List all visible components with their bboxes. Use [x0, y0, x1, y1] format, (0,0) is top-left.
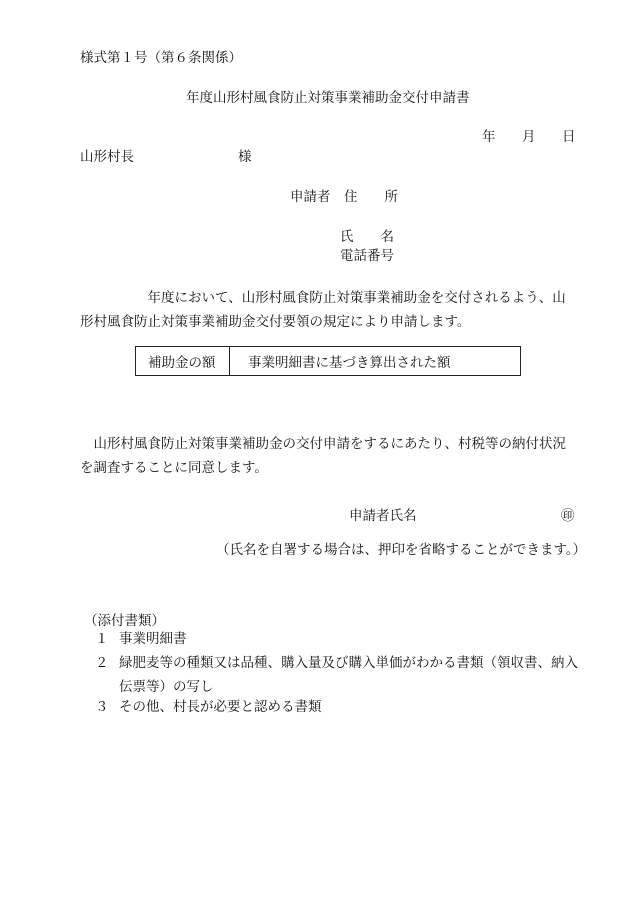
subsidy-amount-table [135, 346, 521, 376]
seal-mark-icon: ㊞ [561, 508, 575, 524]
addressee-name: 山形村長 [80, 149, 134, 165]
applicant-name-label: 氏 名 [340, 229, 394, 245]
subsidy-amount-label: 補助金の額 [136, 347, 230, 375]
subsidy-amount-value: 事業明細書に基づき算出された額 [248, 355, 451, 371]
applicant-address-label: 住 所 [344, 189, 398, 205]
date-day-label: 日 [562, 129, 576, 145]
attachment-number: １ [95, 631, 109, 647]
page-title: 年度山形村風食防止対策事業補助金交付申請書 [186, 90, 470, 106]
addressee-honorific: 様 [238, 149, 252, 165]
consent-text: 山形村風食防止対策事業補助金の交付申請をするにあたり、村税等の納付状況を調査することに同意します。 [80, 436, 566, 476]
attachment-number: ３ [95, 699, 109, 715]
applicant-label: 申請者 [290, 189, 331, 205]
attachments-heading: （添付書類） [84, 613, 165, 629]
attachment-text: 事業明細書 [119, 631, 187, 647]
attachment-text: その他、村長が必要と認める書類 [119, 699, 322, 715]
date-month-label: 月 [522, 129, 536, 145]
form-number: 様式第１号（第６条関係） [80, 50, 242, 66]
applicant-phone-label: 電話番号 [340, 248, 394, 264]
attachment-text: 緑肥麦等の種類又は品種、購入量及び購入単価がわかる書類（領収書、納入伝票等）の写し [119, 655, 578, 695]
signature-label: 申請者氏名 [349, 508, 417, 524]
date-year-label: 年 [482, 129, 496, 145]
application-body-text: 年度において、山形村風食防止対策事業補助金を交付されるよう、山形村風食防止対策事業補助金交付要領の規定により申請します。 [80, 290, 566, 330]
signature-note: （氏名を自署する場合は、押印を省略することができます。） [216, 542, 587, 558]
attachment-number: ２ [95, 655, 109, 671]
